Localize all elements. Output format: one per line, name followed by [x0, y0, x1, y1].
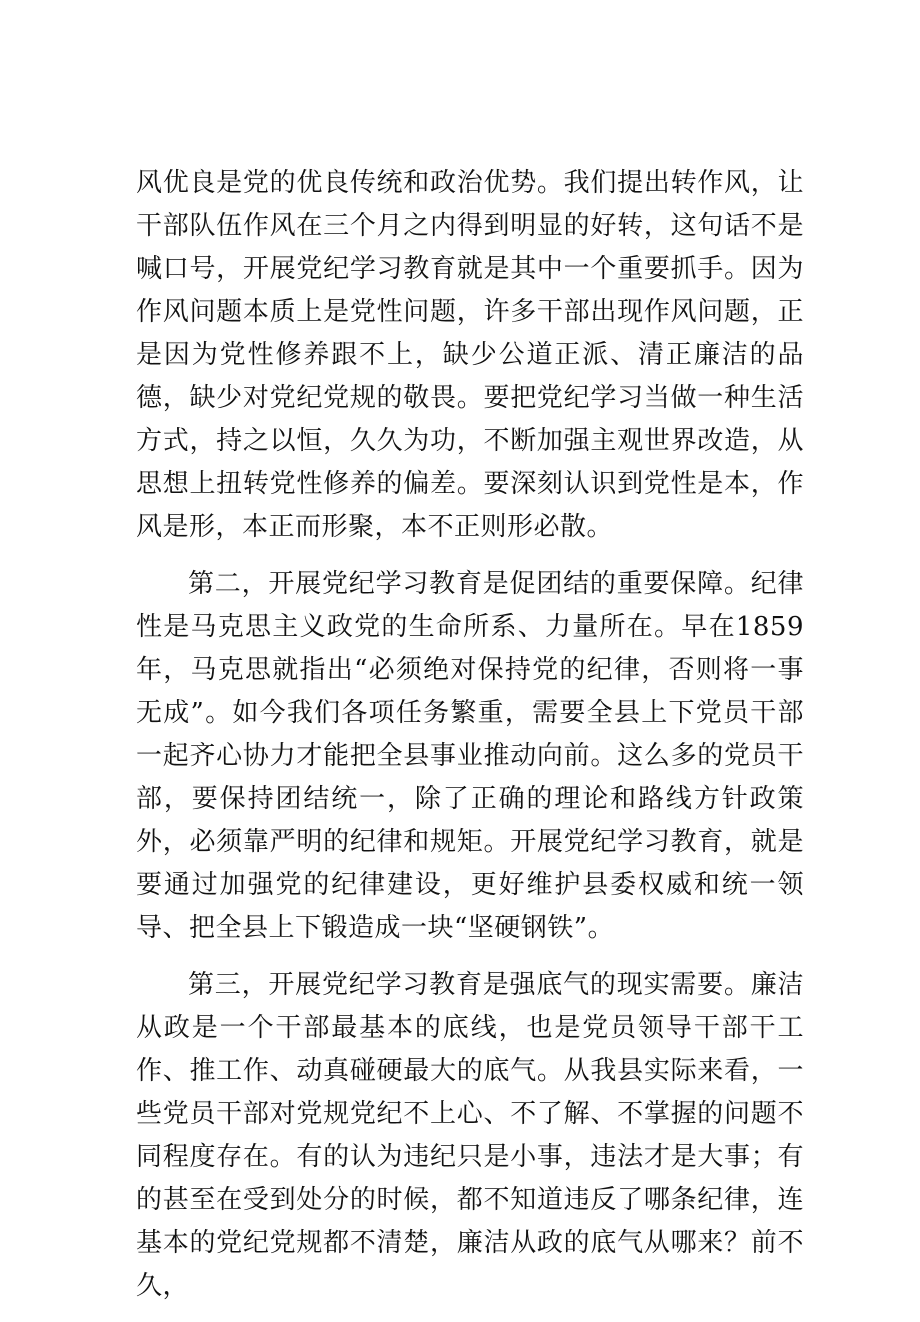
document-page	[136, 162, 804, 1322]
paragraph-3: 第三，开展党纪学习教育是强底气的现实需要。廉洁从政是一个干部最基本的底线，也是党员领导干部干工作、推工作、动真碰硬最大的底气。从我县实际来看，一些党员干部对党规党纪不上心、不了解、不掌握的问题不同程度存在。有的认为违纪只是小事，违法才是大事；有的甚至在受到处分的时候，都不知道违反了哪条纪律，连基本的党纪党规都不清楚，廉洁从政的底气从哪来？前不久，	[136, 970, 804, 1301]
paragraph-1: 风优良是党的优良传统和政治优势。我们提出转作风，让干部队伍作风在三个月之内得到明显的好转，这句话不是喊口号，开展党纪学习教育就是其中一个重要抓手。因为作风问题本质上是党性问题，许多干部出现作风问题，正是因为党性修养跟不上，缺少公道正派、清正廉洁的品德，缺少对党纪党规的敬畏。要把党纪学习当做一种生活方式，持之以恒，久久为功，不断加强主观世界改造，从思想上扭转党性修养的偏差。要深刻认识到党性是本，作风是形，本正而形聚，本不正则形必散。	[136, 168, 804, 542]
paragraph-2: 第二，开展党纪学习教育是促团结的重要保障。纪律性是马克思主义政党的生命所系、力量所在。早在1859年，马克思就指出“必须绝对保持党的纪律，否则将一事无成”。如今我们各项任务繁重，需要全县上下党员干部一起齐心协力才能把全县事业推动向前。这么多的党员干部，要保持团结统一，除了正确的理论和路线方针政策外，必须靠严明的纪律和规矩。开展党纪学习教育，就是要通过加强党的纪律建设，更好维护县委权威和统一领导、把全县上下锻造成一块“坚硬钢铁”。	[136, 569, 804, 943]
